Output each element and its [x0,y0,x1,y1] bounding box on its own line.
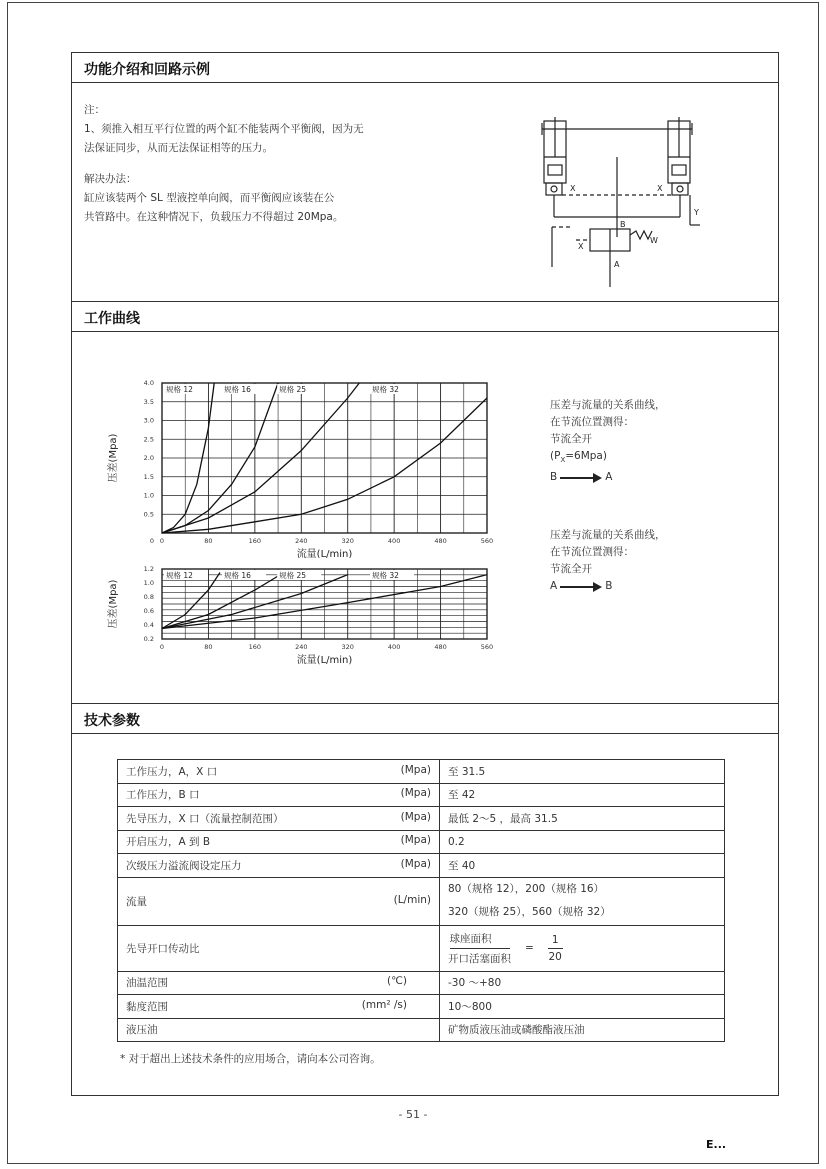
section-title-curves: 工作曲线 [72,302,778,332]
curve-note-line: 在节流位置测得： [550,546,634,558]
x-tick-label: 320 [341,537,354,545]
x-tick-label: 240 [295,643,308,651]
param-value-cell: $\frac{\text{球座面积}}{\text{开口活塞面积}}$ = $\frac{1}{20}$ [440,925,725,971]
table-row [118,971,725,995]
param-label-cell: 开启压力，A 到 B (Mpa) [118,830,440,854]
table-row [118,830,725,854]
y-tick-label: 1.0 [143,491,154,500]
param-value-cell: 至 31.5 [440,760,725,784]
section-title-params: 技术参数 [72,704,778,734]
curve-note-line: 在节流位置测得： [550,416,634,428]
x-tick-label: 80 [204,537,213,545]
x-tick-label: 480 [434,537,447,545]
table-row [118,925,725,971]
table-row [118,760,725,784]
arrow-right-icon [560,477,594,479]
series-label: 规格 32 [372,385,399,394]
series-label: 规格 25 [279,385,307,394]
y-tick-label: 1.0 [143,579,154,587]
curve-note-top [550,397,666,486]
curve-note-bottom [550,527,666,595]
arrow-right-icon [560,586,594,588]
direction-b-to-a [550,469,666,486]
y-axis-label: 压差(Mpa) [108,579,119,629]
y-tick-label: 3.0 [143,416,154,425]
notes-line: 1、须推入相互平行位置的两个缸不能装两个平衡阀，因为无 [84,123,364,135]
y-axis-label: 压差(Mpa) [108,433,119,483]
table-row [118,1018,725,1042]
param-value-cell: 最低 2～5 ，最高 31.5 [440,807,725,831]
direction-from: A [550,580,558,592]
corner-mark: E... [706,1138,727,1151]
circuit-label-a: A [614,260,620,269]
param-label-cell: 油温范围 (℃) [118,971,440,995]
solution-title: 解决办法： [84,173,137,185]
chart-bottom-svg [102,563,522,683]
curve-note-line: 节流全开 [550,433,592,445]
direction-a-to-b [550,578,666,595]
series-label: 规格 16 [224,385,251,394]
circuit-label-x2: X [657,184,663,193]
notes-block [84,101,434,227]
curve-note-line: 压差与流量的关系曲线， [550,399,666,411]
x-tick-label: 0 [159,537,165,545]
x-tick-label: 240 [295,537,308,545]
x-tick-label: 320 [341,643,354,651]
series-label: 规格 12 [166,571,193,580]
curve-note-pressure: $(P_X=6Mpa)$ [550,450,607,465]
x-tick-label: 0 [149,537,154,545]
param-value-cell: 至 42 [440,783,725,807]
x-tick-label: 560 [480,643,494,651]
direction-from: B [550,471,558,484]
x-tick-label: 80 [204,643,213,651]
param-label-cell: 黏度范围 (mm² /s) [118,995,440,1019]
y-tick-label: 0.2 [143,635,154,643]
series-label: 规格 32 [372,571,399,580]
x-tick-label: 400 [387,643,401,651]
circuit-label-y: Y [694,208,699,217]
footnote: * 对于超出上述技术条件的应用场合，请向本公司咨询。 [120,1053,381,1065]
table-row [118,807,725,831]
direction-to: B [605,580,613,592]
param-value-cell: 0.2 [440,830,725,854]
chart-top [102,373,522,562]
x-axis-label: 流量(L/min) [296,549,353,558]
y-tick-label: 0.4 [143,621,154,629]
circuit-label-b: B [620,220,626,229]
param-value-cell: 至 40 [440,854,725,878]
table-row [118,995,725,1019]
y-tick-label: 1.5 [143,472,154,481]
curve-note-line: 节流全开 [550,563,592,575]
param-value-cell: 80（规格 12），200（规格 16） 320（规格 25），560（规格 32） [440,877,725,925]
x-tick-label: 560 [480,537,494,545]
param-label-cell: 工作压力，A，X 口 (Mpa) [118,760,440,784]
param-value-cell: -30 ～+80 [440,971,725,995]
chart-bottom [102,563,522,687]
x-axis-label: 流量(L/min) [296,655,353,666]
circuit-label-w: W [650,236,658,245]
direction-to: A [605,471,613,484]
y-tick-label: 0.8 [143,593,154,601]
circuit-label-x1: X [570,184,576,193]
series-label: 规格 25 [279,571,307,580]
area-fraction: $\frac{\text{球座面积}}{\text{开口活塞面积}}$ [448,932,511,965]
x-tick-label: 480 [434,643,447,651]
chart-top-svg [102,373,522,558]
notes-line: 共管路中。在这种情况下，负载压力不得超过 20Mpa。 [84,211,344,223]
circuit-diagram [532,117,702,287]
y-tick-label: 3.5 [143,397,154,406]
y-tick-label: 4.0 [143,379,154,387]
notes-title: 注： [84,104,105,116]
table-row [118,783,725,807]
y-tick-label: 2.0 [143,454,154,462]
y-tick-label: 2.5 [143,435,154,444]
section-title-function: 功能介绍和回路示例 [72,53,778,83]
circuit-label-x3: X [578,242,584,251]
table-row [118,877,725,925]
param-label-cell: 先导开口传动比 [118,925,440,971]
curve-note-line: 压差与流量的关系曲线， [550,529,666,541]
param-label-cell: 先导压力，X 口（流量控制范围） (Mpa) [118,807,440,831]
y-tick-label: 0.6 [143,607,154,615]
y-tick-label: 0.5 [143,510,154,519]
param-label-cell: 液压油 [118,1018,440,1042]
notes-line: 法保证同步，从而无法保证相等的压力。 [84,142,273,154]
page-number: - 51 - [398,1108,428,1121]
param-value-cell: 10～800 [440,995,725,1019]
spec-table [117,759,725,1042]
ratio-fraction: $\frac{1}{20}$ [548,933,562,963]
series-label: 规格 12 [166,385,193,394]
x-tick-label: 160 [248,643,262,651]
series-label: 规格 16 [224,571,251,580]
param-value-cell: 矿物质液压油或磷酸酯液压油 [440,1018,725,1042]
param-label-cell: 工作压力，B 口 (Mpa) [118,783,440,807]
x-tick-label: 160 [248,537,262,545]
notes-line: 缸应该装两个 SL 型液控单向阀，而平衡阀应该装在公 [84,192,335,204]
y-tick-label: 1.2 [143,565,154,573]
x-tick-label: 400 [387,537,401,545]
content-frame [71,52,779,1096]
param-label-cell: 次级压力溢流阀设定压力 (Mpa) [118,854,440,878]
table-row [118,854,725,878]
param-label-cell: 流量 (L/min) [118,877,440,925]
x-tick-label: 0 [159,643,165,651]
